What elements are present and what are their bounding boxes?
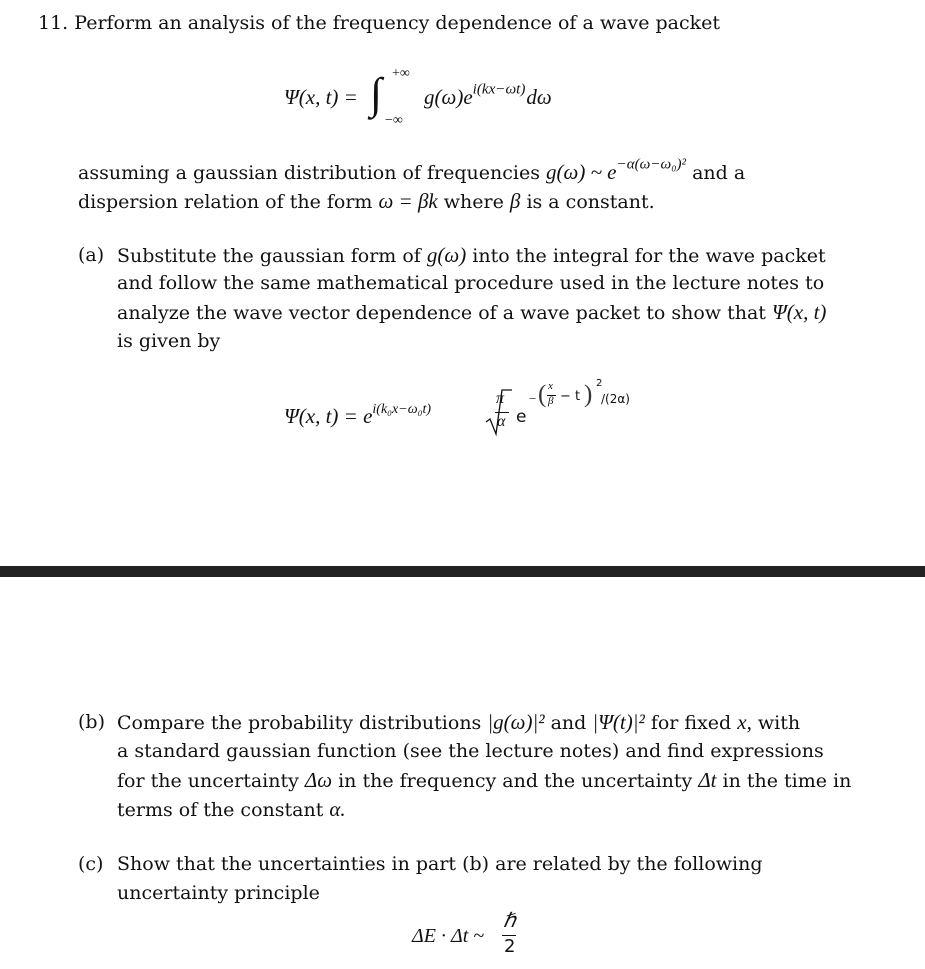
integral-sign: ∫ (370, 69, 383, 118)
over-2alpha: /(2α) (601, 392, 630, 406)
part-a-line-1: Substitute the gaussian form of g(ω) into the integral for the wave packet (117, 243, 826, 267)
denominator-two: 2 (504, 936, 516, 957)
assumption-line-2: dispersion relation of the form ω = βk where β is a constant. (78, 189, 655, 213)
problem-number: 11. (38, 12, 69, 34)
gaussian-g-expression: g(ω) ~ $e^{-\alpha(\omega-\omega_0)^2}$ (546, 156, 687, 184)
lower-limit: −∞ (385, 113, 403, 128)
uncertainty-principle-equation (412, 912, 552, 964)
part-b-line-1: Compare the probability distributions |g(ω)|² and |Ψ(t)|² for fixed x, with (117, 710, 801, 734)
gaussian-e: e (516, 407, 527, 427)
part-b-label: (b) (78, 711, 105, 733)
frac-x: x (548, 380, 553, 392)
open-paren: ( (538, 381, 547, 408)
sqrt-numerator-pi: π (496, 390, 505, 407)
wave-packet-integral (284, 68, 624, 138)
wave-packet-result-equation (284, 380, 684, 450)
assumption-line-1: assuming a gaussian distribution of frequencies g(ω) ~ $e^{-\alpha(\omega-\omega_0)^2}$ and a (78, 156, 746, 184)
part-c-label: (c) (78, 853, 104, 875)
minus-t: − t (560, 389, 581, 404)
eq1-lhs: Ψ(x, t) = (284, 85, 358, 109)
hbar: ℏ (503, 910, 516, 932)
part-c-line-2: uncertainty principle (117, 882, 320, 904)
page-separator (0, 566, 925, 577)
dispersion-relation: ω = βk (378, 189, 438, 213)
close-paren: ) (584, 381, 593, 408)
part-c-line-1: Show that the uncertainties in part (b) are related by the following (117, 853, 763, 875)
frac-beta: β (548, 395, 554, 407)
result-lhs: Ψ(x, $t) = e^{i(k_0x-\omega_0t)}$ (284, 402, 432, 428)
upper-limit: +∞ (392, 66, 410, 81)
part-a-label: (a) (78, 244, 105, 266)
part-b-line-4: terms of the constant α. (117, 797, 346, 821)
part-a-line-2: and follow the same mathematical procedure used in the lecture notes to (117, 272, 825, 294)
part-b-line-3: for the uncertainty Δω in the frequency and the uncertainty Δt in the time in (117, 768, 852, 792)
integrand: $g(\omega)e^{i(kx-\omega t)}d\omega$ (424, 81, 552, 109)
uncertainty-lhs: ΔE · Δt ~ (412, 925, 485, 947)
problem-title-text: Perform an analysis of the frequency dependence of a wave packet (74, 12, 721, 34)
exp2-minus: − (529, 391, 537, 406)
square-exponent: 2 (596, 378, 603, 389)
part-a-line-4: is given by (117, 330, 221, 352)
part-b-line-2: a standard gaussian function (see the lecture notes) and find expressions (117, 740, 824, 762)
part-a-line-3: analyze the wave vector dependence of a wave packet to show that Ψ(x, t) (117, 300, 827, 324)
sqrt-denominator-alpha: α (497, 413, 506, 430)
problem-title (38, 9, 720, 38)
